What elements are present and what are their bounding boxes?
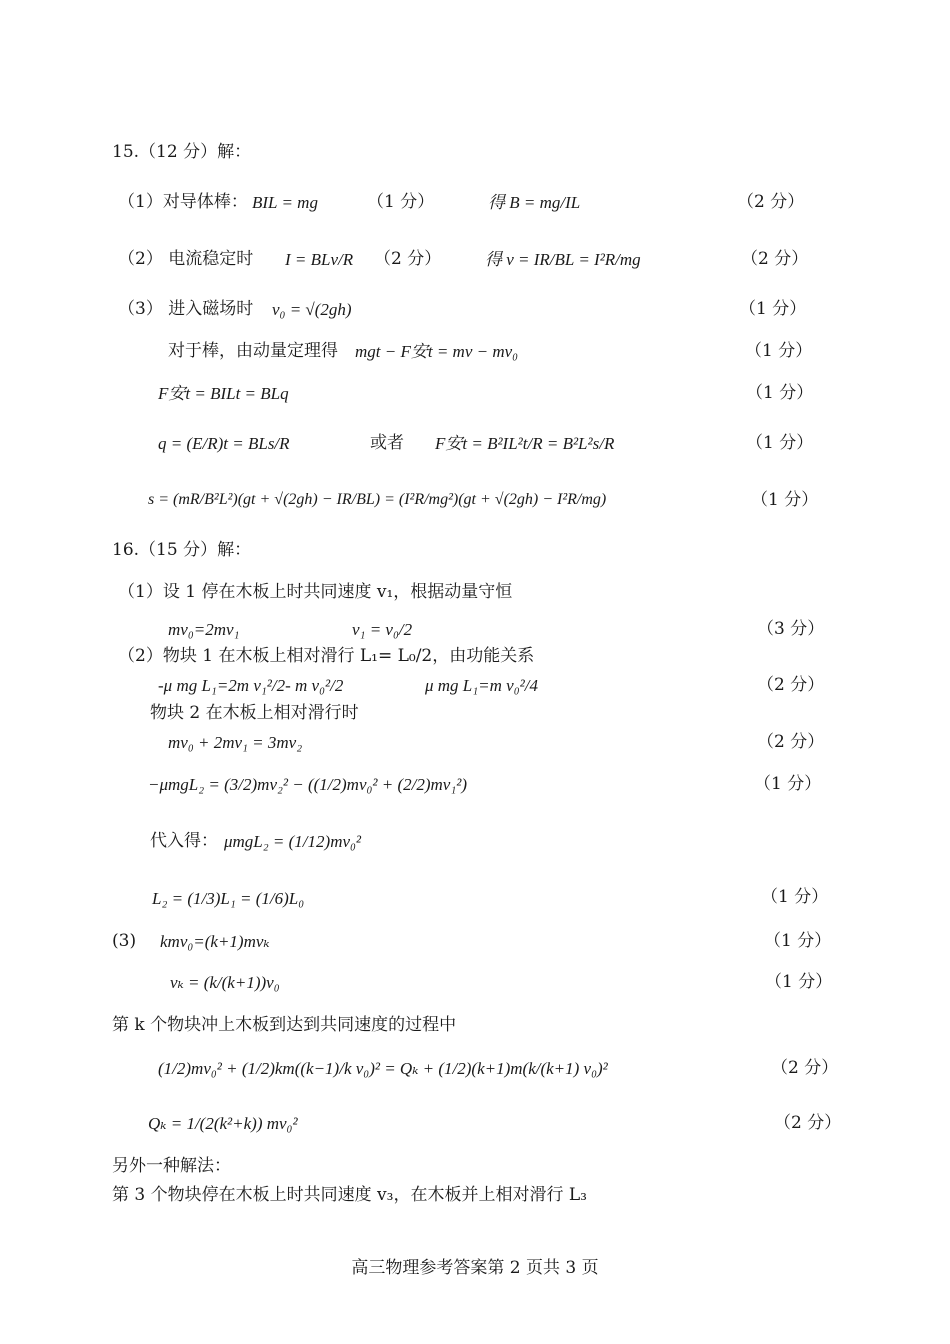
q16-block2-text: 物块 2 在木板上相对滑行时: [150, 703, 359, 723]
q15-part2-label: （2） 电流稳定时: [118, 249, 254, 269]
q15-part2-points-2: （2 分）: [741, 249, 809, 269]
q15-charge-equation: q = (E/R)t = BLs/R: [158, 434, 290, 453]
q16-part3-points: （1 分）: [764, 931, 832, 951]
q15-or-label: 或者: [370, 433, 404, 453]
q15-part1-label: （1）对导体棒：: [118, 192, 248, 212]
q16-energy-points: （2 分）: [771, 1058, 839, 1078]
q16-alternative-label: 另外一种解法：: [112, 1156, 231, 1176]
q16-part3-equation: kmv₀=(k+1)mvₖ: [160, 932, 270, 951]
q16-vk-points: （1 分）: [765, 972, 833, 992]
q15-part1-points-1: （1 分）: [367, 192, 435, 212]
q16-part1-points: （3 分）: [757, 619, 825, 639]
q16-part2-text: （2）物块 1 在木板上相对滑行 L₁= L₀/2，由功能关系: [118, 646, 535, 666]
q16-qk-points: （2 分）: [774, 1113, 842, 1133]
q16-alternative-text: 第 3 个物块停在木板上时共同速度 v₃，在木板并上相对滑行 L₃: [112, 1185, 587, 1205]
q16-part2-equation-1: -μ mg L₁=2m v₁²/2- m v₀²/2: [158, 676, 344, 695]
q15-part2-equation: I = BLv/R: [285, 250, 354, 269]
q15-part2-result: 得 v = IR/BL = I²R/mg: [485, 250, 641, 269]
q16-header: 16.（15 分）解：: [112, 540, 252, 560]
q15-charge-points: （1 分）: [746, 433, 814, 453]
q16-l2-points: （1 分）: [761, 887, 829, 907]
q15-part2-points-1: （2 分）: [374, 249, 442, 269]
q15-part3-label: （3） 进入磁场时: [118, 299, 254, 319]
q16-part2-equation-2: μ mg L₁=m v₀²/4: [425, 676, 538, 695]
q15-part1-equation: BIL = mg: [252, 193, 318, 212]
q16-qk-equation: Qₖ = 1/(2(k²+k)) mv₀²: [148, 1114, 298, 1133]
q16-block2-energy: −μmgL₂ = (3/2)mv₂² − ((1/2)mv₀² + (2/2)mv₁²): [148, 775, 468, 794]
q15-part1-points-2: （2 分）: [737, 192, 805, 212]
q15-impulse-points: （1 分）: [746, 383, 814, 403]
q16-part1-equation-2: v₁ = v₀/2: [352, 620, 413, 639]
q16-energy-equation: (1/2)mv₀² + (1/2)km((k−1)/k v₀)² = Qₖ + (1/2)(k+1)m(k/(k+1) v₀)²: [158, 1059, 608, 1078]
q15-header: 15.（12 分）解：: [112, 142, 252, 162]
q16-kth-block-text: 第 k 个物块冲上木板到达到共同速度的过程中: [112, 1015, 457, 1035]
q15-displacement-equation: s = (mR/B²L²)(gt + √(2gh) − IR/BL) = (I²R/mg²)(gt + √(2gh) − I²R/mg): [148, 491, 607, 508]
q15-momentum-equation: mgt − F安t = mv − mv₀: [355, 342, 519, 361]
q16-part1-text: （1）设 1 停在木板上时共同速度 v₁，根据动量守恒: [118, 582, 513, 602]
q16-vk-equation: vₖ = (k/(k+1))v₀: [170, 973, 280, 992]
q16-part2-points-2: （2 分）: [757, 732, 825, 752]
q15-part1-result: 得 B = mg/IL: [488, 193, 581, 212]
q16-l2-equation: L₂ = (1/3)L₁ = (1/6)L₀: [152, 889, 305, 908]
q15-momentum-text: 对于棒，由动量定理得: [168, 341, 338, 361]
page-footer: 高三物理参考答案第 2 页共 3 页: [351, 1258, 599, 1278]
q16-substitute-label: 代入得：: [150, 831, 218, 851]
q16-substitute-equation: μmgL₂ = (1/12)mv₀²: [224, 832, 362, 851]
q15-alt-impulse-equation: F安t = B²IL²t/R = B²L²s/R: [435, 434, 615, 453]
q16-part1-equation-1: mv₀=2mv₁: [168, 620, 240, 639]
q16-part2-points-3: （1 分）: [754, 774, 822, 794]
q15-displacement-points: （1 分）: [751, 490, 819, 510]
q15-momentum-points: （1 分）: [745, 341, 813, 361]
q16-block2-momentum: mv₀ + 2mv₁ = 3mv₂: [168, 733, 303, 752]
q16-part3-label: (3): [112, 931, 137, 951]
q15-impulse-equation: F安t = BILt = BLq: [158, 384, 289, 403]
q15-part3-equation: v₀ = √(2gh): [272, 300, 352, 319]
q15-part3-points: （1 分）: [739, 299, 807, 319]
q16-part2-points-1: （2 分）: [757, 675, 825, 695]
